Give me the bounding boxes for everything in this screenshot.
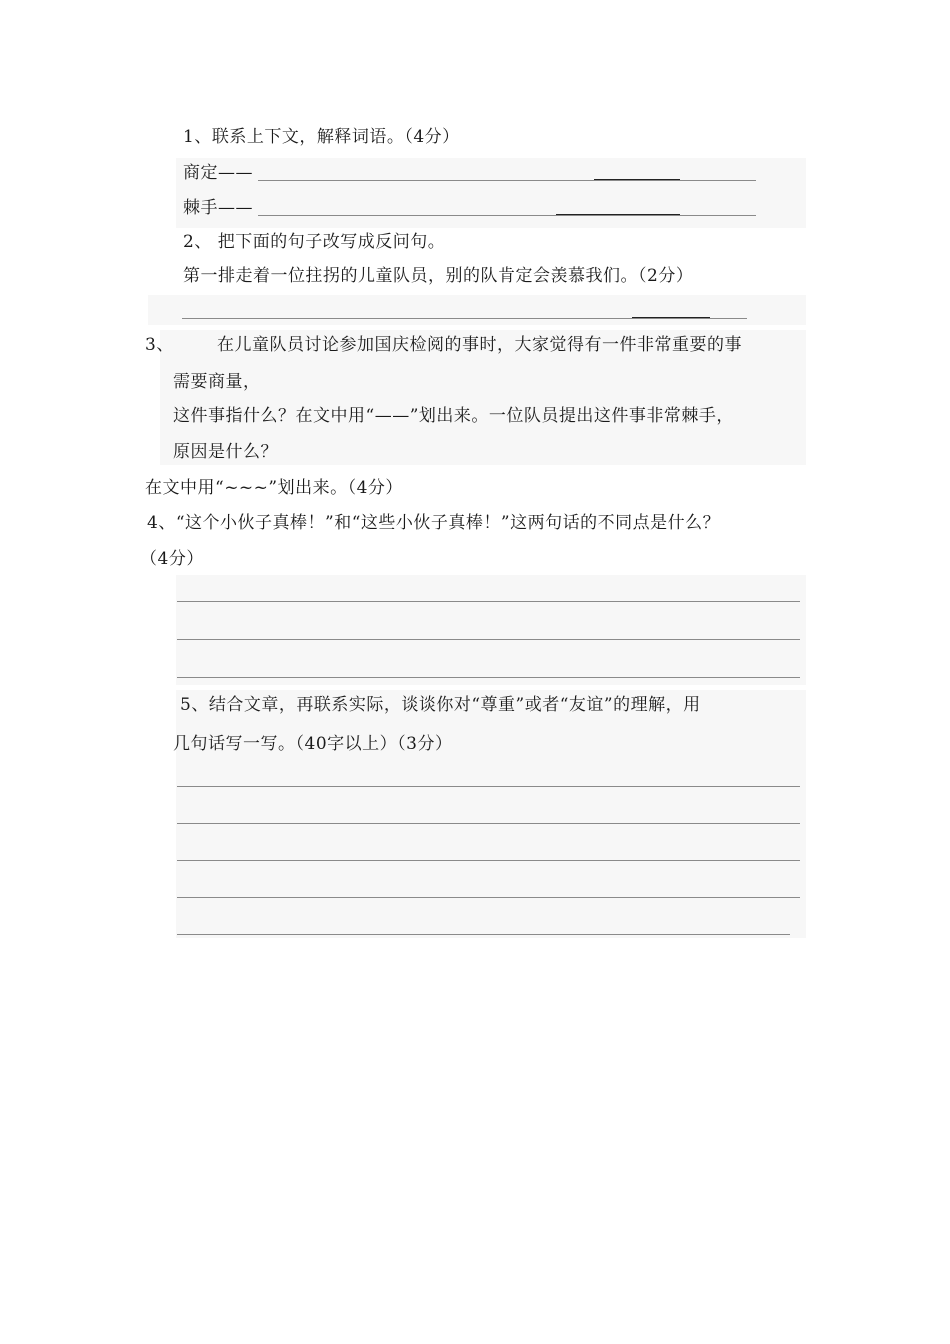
q2-answer-mark <box>632 317 710 318</box>
q5-answer-line-1[interactable] <box>177 786 800 787</box>
q5-line1: 5、结合文章，再联系实际，谈谈你对“尊重”或者“友谊”的理解，用 <box>180 695 701 715</box>
q3-line4: 原因是什么？ <box>173 442 278 462</box>
q3-line5: 在文中用“~~~”划出来。（4分） <box>145 478 403 498</box>
q1-word2-answer-mark <box>556 214 680 215</box>
q1-word1-answer-line[interactable] <box>258 180 756 181</box>
q4-answer-line-3[interactable] <box>177 677 800 678</box>
q2-title: 2、 把下面的句子改写成反问句。 <box>183 232 446 252</box>
q3-line3: 这件事指什么？在文中用“——”划出来。一位队员提出这件事非常棘手， <box>173 406 734 426</box>
q5-answer-line-2[interactable] <box>177 823 800 824</box>
q2-answer-shade <box>148 295 806 325</box>
q1-word2-answer-line[interactable] <box>258 215 756 216</box>
q1-title: 1、联系上下文，解释词语。（4分） <box>183 127 460 147</box>
q4-line2: （4分） <box>140 549 204 569</box>
q3-line1: 在儿童队员讨论参加国庆检阅的事时，大家觉得有一件非常重要的事 <box>217 335 742 355</box>
q1-word1-label: 商定—— <box>183 163 253 183</box>
q4-line1: 4、“这个小伙子真棒！”和“这些小伙子真棒！”这两句话的不同点是什么？ <box>147 513 721 533</box>
q4-answer-line-1[interactable] <box>177 601 800 602</box>
q5-answer-line-5[interactable] <box>177 934 790 935</box>
q5-line2: 几句话写一写。（40字以上）（3分） <box>173 734 453 754</box>
q1-answer-shade <box>176 158 806 228</box>
q3-line2: 需要商量， <box>173 372 261 392</box>
q5-answer-line-4[interactable] <box>177 897 800 898</box>
q2-sentence: 第一排走着一位拄拐的儿童队员，别的队肯定会羡慕我们。（2分） <box>183 266 694 286</box>
q3-number: 3、 <box>145 335 174 355</box>
q4-answer-shade <box>176 575 806 685</box>
q5-shade <box>176 690 806 938</box>
q4-answer-line-2[interactable] <box>177 639 800 640</box>
q2-answer-line[interactable] <box>182 318 747 319</box>
q1-word1-answer-mark <box>594 179 680 180</box>
q1-word2-label: 棘手—— <box>183 198 253 218</box>
q5-answer-line-3[interactable] <box>177 860 800 861</box>
